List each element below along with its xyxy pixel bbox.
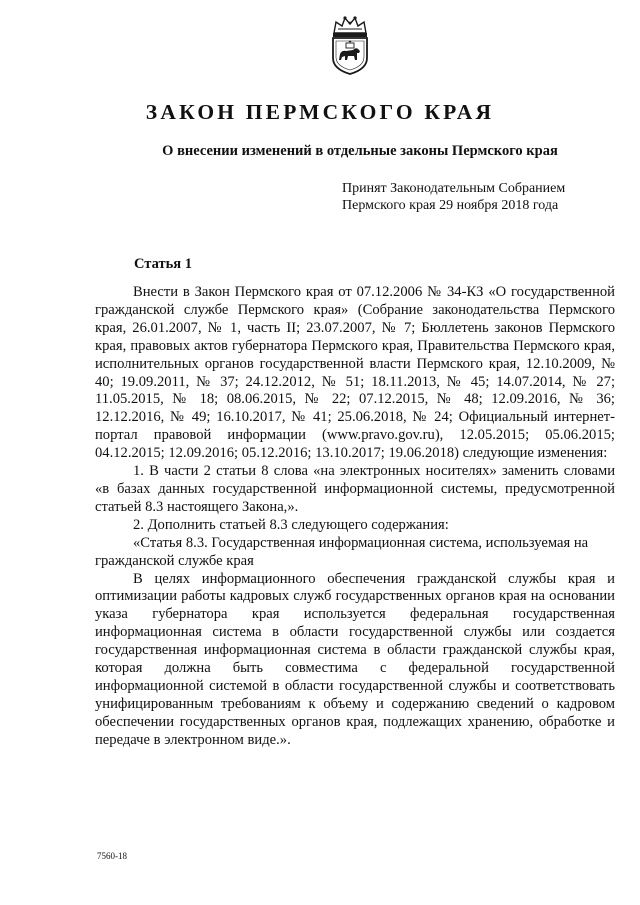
new-article-text: В целях информационного обеспечения гражданской службы края и оптимизации работы кадровых служб государственных органов края на основании указа губернатора края используется федеральная государственная информационная система в области государственной службы или создается государственная информационная система в области гражданской службы края, которая должна быть совместима с федеральной государственной информационной системой в области государственной службы и соответствовать унифицированным требованиям к объему и содержанию сведений о кадровом обеспечении государственных органов края, подлежащих хранению, обработке и передаче в электронном виде.». — [95, 570, 615, 748]
adoption-note — [342, 180, 622, 214]
document-number: 7560-18 — [97, 851, 127, 861]
article-heading: Статья 1 — [134, 256, 192, 272]
new-article-heading: «Статья 8.3. Государственная информационная система, используемая на гражданской службе края — [95, 534, 589, 569]
perm-krai-coat-of-arms-icon — [327, 14, 373, 76]
adoption-line-2: Пермского края 29 ноября 2018 года — [342, 198, 559, 213]
article-body — [95, 284, 615, 750]
adoption-line-1: Принят Законодательным Собранием — [342, 181, 566, 196]
amendment-item-2: 2. Дополнить статьей 8.3 следующего содержания: — [133, 516, 449, 533]
law-title: ЗАКОН ПЕРМСКОГО КРАЯ — [145, 100, 495, 124]
law-subtitle: О внесении изменений в отдельные законы Пермского края — [162, 143, 558, 159]
article-intro-paragraph: Внести в Закон Пермского края от 07.12.2006 № 34-КЗ «О государственной гражданской службе Пермского края» (Собрание законодательства Пермского края, 26.01.2007, № 1, часть II; 23.07.2007, № 7; Бюллетень законов Пермского края, правовых актов губернатора Пермского края, Правительства Пермского края, исполнительных органов государственной власти Пермского края, 12.10.2009, № 40; 19.09.2011, № 37; 24.12.2012, № 51; 18.11.2013, № 45; 14.07.2014, № 27; 11.05.2015, № 18; 08.06.2015, № 22; 07.12.2015, № 48; 12.09.2016, № 36; 12.12.2016, № 49; 16.10.2017, № 41; 25.06.2018, № 24; Официальный интернет-портал правовой информации (www.pravo.gov.ru), 12.05.2015; 05.06.2015; 04.12.2015; 12.09.2016; 05.12.2016; 13.10.2017; 19.06.2018) следующие изменения: — [95, 284, 615, 462]
amendment-item-1: 1. В части 2 статьи 8 слова «на электронных носителях» заменить словами «в базах данных государственной информационной системы, предусмотренной статьей 8.3 настоящего Закона,». — [95, 463, 615, 515]
